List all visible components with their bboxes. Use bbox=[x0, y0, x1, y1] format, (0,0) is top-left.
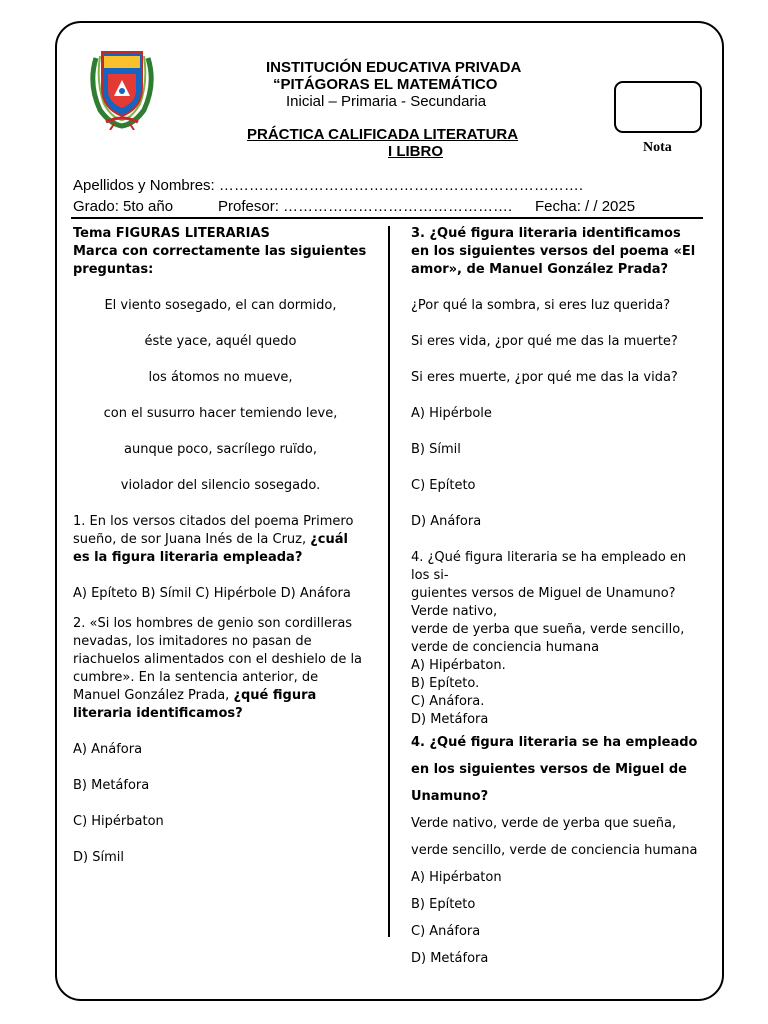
question-2-option-b: B) Metáfora bbox=[73, 778, 150, 793]
question-4b-option-d: D) Metáfora bbox=[411, 951, 489, 966]
student-name-field: Apellidos y Nombres: ………………………………………………………………. bbox=[73, 177, 584, 194]
left-column bbox=[73, 225, 368, 867]
question-4a-line-3: verde de yerba que sueña, verde sencillo, bbox=[411, 622, 685, 637]
question-4a-line-2: Verde nativo, bbox=[411, 604, 498, 619]
question-3-verse-2: Si eres vida, ¿por qué me das la muerte? bbox=[411, 334, 678, 349]
header-divider bbox=[71, 217, 703, 219]
question-4a-line-4: verde de conciencia humana bbox=[411, 640, 600, 655]
question-1-bold: ¿cuál es la figura literaria empleada? bbox=[73, 532, 348, 565]
question-4a-line-1: guientes versos de Miguel de Unamuno? bbox=[411, 586, 676, 601]
question-2-bold: ¿qué figura literaria identificamos? bbox=[73, 688, 317, 721]
question-3-option-b: B) Símil bbox=[411, 442, 461, 457]
question-1-text: 1. En los versos citados del poema Primero sueño, de sor Juana Inés de la Cruz, bbox=[73, 514, 354, 547]
right-column bbox=[411, 225, 703, 972]
student-grade: Grado: 5to año bbox=[73, 198, 174, 215]
question-2-option-c: C) Hipérbaton bbox=[73, 814, 164, 829]
grade-label: Nota bbox=[643, 140, 672, 155]
poem-verse-1: El viento sosegado, el can dormido, bbox=[104, 298, 337, 313]
topic-title: Tema FIGURAS LITERARIAS bbox=[73, 226, 270, 241]
grade-box bbox=[614, 81, 702, 133]
question-2-text: 2. «Si los hombres de genio son cordilleras nevadas, los imitadores no pasan de riachuelos alimentados con el deshielo de la cumbre». En la sentencia anterior, de Manuel González Prada, bbox=[73, 616, 363, 703]
question-2-option-a: A) Anáfora bbox=[73, 742, 143, 757]
question-4b-option-a: A) Hipérbaton bbox=[411, 870, 502, 885]
question-4b-option-b: B) Epíteto bbox=[411, 897, 476, 912]
question-3-option-a: A) Hipérbole bbox=[411, 406, 492, 421]
poem-verse-6: violador del silencio sosegado. bbox=[120, 478, 321, 493]
question-4a-option-c: C) Anáfora. bbox=[411, 694, 485, 709]
poem-verse-4: con el susurro hacer temiendo leve, bbox=[103, 406, 338, 421]
school-name-line2: “PITÁGORAS EL MATEMÁTICO bbox=[273, 76, 498, 93]
column-divider bbox=[388, 226, 390, 937]
teacher-field: Profesor: ………………………………………. bbox=[218, 198, 513, 215]
question-3-option-d: D) Anáfora bbox=[411, 514, 482, 529]
question-3-verse-3: Si eres muerte, ¿por qué me das la vida? bbox=[411, 370, 678, 385]
exam-title: PRÁCTICA CALIFICADA LITERATURA bbox=[247, 126, 519, 143]
question-4b-line-2: verde sencillo, verde de conciencia humana bbox=[411, 843, 698, 858]
question-2 bbox=[73, 615, 368, 723]
question-4a-option-b: B) Epíteto. bbox=[411, 676, 480, 691]
question-3-title: 3. ¿Qué figura literaria identificamos en los siguientes versos del poema «El amor», de Manuel González Prada? bbox=[411, 226, 696, 277]
school-name: INSTITUCIÓN EDUCATIVA PRIVADA bbox=[266, 59, 522, 76]
question-1 bbox=[73, 513, 368, 567]
question-3-option-c: C) Epíteto bbox=[411, 478, 476, 493]
poem-verse-2: éste yace, aquél quedo bbox=[144, 334, 297, 349]
instruction: Marca con correctamente las siguientes preguntas: bbox=[73, 244, 367, 277]
exam-subtitle: I LIBRO bbox=[388, 143, 443, 160]
poem-verse-5: aunque poco, sacrílego ruïdo, bbox=[124, 442, 317, 457]
question-1-options: A) Epíteto B) Símil C) Hipérbole D) Anáfora bbox=[73, 586, 351, 601]
poem-verse-3: los átomos no mueve, bbox=[148, 370, 293, 385]
school-levels: Inicial – Primaria - Secundaria bbox=[286, 93, 487, 110]
school-logo bbox=[86, 44, 158, 130]
date-field: Fecha: / / 2025 bbox=[535, 198, 636, 215]
question-4a-title: 4. ¿Qué figura literaria se ha empleado en los si- bbox=[411, 550, 687, 583]
question-3-verse-1: ¿Por qué la sombra, si eres luz querida? bbox=[411, 298, 671, 313]
question-4a-option-d: D) Metáfora bbox=[411, 712, 489, 727]
question-4b-option-c: C) Anáfora bbox=[411, 924, 481, 939]
question-4b-title: 4. ¿Qué figura literaria se ha empleado en los siguientes versos de Miguel de Unamuno? bbox=[411, 735, 698, 804]
question-2-option-d: D) Símil bbox=[73, 850, 124, 865]
question-4b-line-1: Verde nativo, verde de yerba que sueña, bbox=[411, 816, 677, 831]
question-4a-option-a: A) Hipérbaton. bbox=[411, 658, 506, 673]
